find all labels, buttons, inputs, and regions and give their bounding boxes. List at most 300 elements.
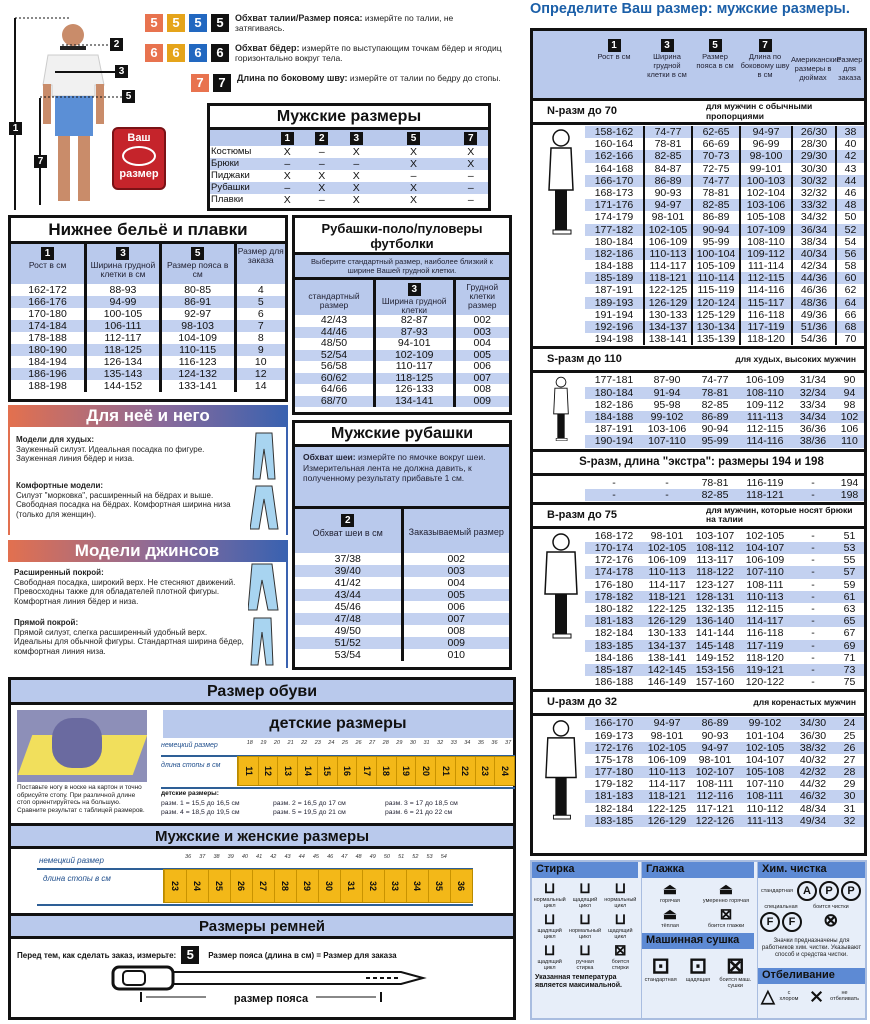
table-row xyxy=(533,260,864,272)
table-cell: 98-101 xyxy=(698,753,732,766)
col-badge: 3 xyxy=(350,132,363,145)
table-cell: 56/58 xyxy=(320,360,348,372)
jeans-icon xyxy=(248,562,280,667)
table-cell: 62-65 xyxy=(691,126,739,138)
table-cell: 70 xyxy=(835,333,864,345)
model-heading: Комфортные модели: xyxy=(16,481,104,490)
table-cell: 48 xyxy=(835,199,864,211)
foot-length-cell xyxy=(450,870,472,902)
col-header: Размер для заказа xyxy=(237,246,284,265)
panel-title: Хим. чистка xyxy=(758,862,865,878)
german-size-tick: 49 xyxy=(369,854,376,860)
figure-gap xyxy=(533,676,585,688)
note-text: измерйте по ямочке вокруг шеи. Измерительная лента не должна давить, к полученному результату прибавьте 1 см. xyxy=(303,452,486,483)
table-cell: 45/46 xyxy=(334,601,361,613)
table-cell: - xyxy=(643,489,691,501)
table-cell: 003 xyxy=(402,565,509,577)
table-row xyxy=(295,361,509,373)
table-row xyxy=(295,613,509,625)
section-rows xyxy=(533,716,864,828)
table-cell: 26/30 xyxy=(791,126,835,138)
table-cell: 42/43 xyxy=(320,314,348,326)
table-cell: 31/34 xyxy=(799,374,827,387)
table-cell: 66 xyxy=(835,309,864,321)
table-cell: 82-85 xyxy=(691,199,739,211)
table-cell: 36/34 xyxy=(791,224,835,236)
table-row xyxy=(533,199,864,211)
table-cell: 5 xyxy=(235,296,285,308)
table-row xyxy=(11,332,285,344)
table-cell: 118-121 xyxy=(739,489,791,501)
underwear-table xyxy=(8,215,288,402)
table-cell: 138-141 xyxy=(643,333,691,345)
wash-symbol xyxy=(532,943,567,971)
table-cell: 30 xyxy=(835,790,864,802)
table-cell: 30/32 xyxy=(791,175,835,187)
col-header xyxy=(739,31,791,98)
table-row xyxy=(11,284,285,296)
table-cell: 191-194 xyxy=(594,308,634,321)
table-cell: 98-101 xyxy=(650,729,684,742)
german-size-tick: 36 xyxy=(185,854,192,860)
col-badge: 2 xyxy=(315,132,328,145)
table-row xyxy=(533,272,864,284)
your-size-badge xyxy=(112,127,166,190)
german-size-tick: 37 xyxy=(199,854,206,860)
section-desc: для мужчин с обычными пропорциями xyxy=(706,101,813,121)
german-size-tick: 31 xyxy=(423,740,430,746)
table-cell: X xyxy=(318,170,326,182)
table-cell: 114-117 xyxy=(648,578,686,591)
foot-length-value: 30 xyxy=(324,880,335,892)
table-cell: 115-119 xyxy=(691,284,739,296)
table-cell: 38 xyxy=(835,126,864,138)
table-cell: 110-113 xyxy=(739,591,791,603)
table-cell: 192-196 xyxy=(585,321,643,333)
col-header xyxy=(643,31,691,98)
table-cell: 111-113 xyxy=(739,815,791,827)
table-cell: 90 xyxy=(843,374,856,387)
table-cell: 96-99 xyxy=(739,138,791,150)
table-row xyxy=(210,158,488,170)
german-size-tick: 47 xyxy=(341,854,348,860)
table-row xyxy=(11,368,285,380)
table-cell: 004 xyxy=(454,338,509,350)
table-cell: 90-94 xyxy=(691,224,739,236)
table-cell: 94-101 xyxy=(375,338,455,350)
foot-length-cell xyxy=(252,870,274,902)
table-cell: 122-125 xyxy=(647,802,687,815)
table-row xyxy=(533,664,864,676)
badge-black: 7 xyxy=(213,74,231,92)
table-row xyxy=(533,730,864,742)
figure-gap xyxy=(533,260,585,272)
foot-length-cell xyxy=(376,757,396,785)
table-cell: 86-91 xyxy=(160,296,235,308)
table-cell: 118-121 xyxy=(643,591,691,603)
foot-length-value: 17 xyxy=(361,765,372,777)
note-heading: Обхват шеи: xyxy=(303,452,356,462)
table-cell: 104-107 xyxy=(745,753,785,766)
table-cell: 40/32 xyxy=(799,753,827,766)
table-cell: 105-108 xyxy=(739,766,791,778)
badge-yellow: 5 xyxy=(167,14,185,32)
table-cell: 8 xyxy=(235,332,285,344)
man-silhouette-icon xyxy=(541,719,581,823)
table-cell: 53/54 xyxy=(334,649,361,661)
badge-black: 5 xyxy=(211,14,229,32)
foot-length-cell xyxy=(296,870,318,902)
figure-gap xyxy=(533,477,585,489)
iron-symbol xyxy=(642,882,698,904)
wash-symbol-label: нормальный цикл xyxy=(533,897,566,909)
table-cell: – xyxy=(454,182,489,194)
table-cell: 42 xyxy=(835,150,864,162)
table-cell: 33/32 xyxy=(791,199,835,211)
tape-icon xyxy=(122,146,156,166)
table-cell: X xyxy=(339,182,374,194)
table-row xyxy=(533,640,864,652)
shoe-size-section xyxy=(8,677,516,1020)
foot-length-cell xyxy=(274,870,296,902)
german-size-tick: 33 xyxy=(450,740,457,746)
badge-orange: 5 xyxy=(145,14,163,32)
foot-length-cell xyxy=(186,870,208,902)
col-header xyxy=(835,31,864,98)
belt-formula: Размер пояса (длина в см) = Размер для заказа xyxy=(208,950,397,960)
german-size-tick: 22 xyxy=(301,740,308,746)
dryclean-standard xyxy=(758,878,865,904)
table-cell: - xyxy=(791,664,835,676)
table-cell: 007 xyxy=(402,613,509,625)
table-row xyxy=(295,589,509,601)
table-cell: 100-105 xyxy=(86,308,161,320)
table-title: Рубашки-поло/пуловеры футболки xyxy=(295,218,509,255)
table-cell: 100-103 xyxy=(739,175,791,187)
col-header: Заказываемый размер xyxy=(408,527,504,537)
legend-title: Длина по боковому шву: xyxy=(237,73,348,83)
table-cell: 115-117 xyxy=(739,297,791,309)
ironing-panel xyxy=(641,862,754,1018)
table-cell: 118-125 xyxy=(86,344,161,356)
table-cell: 122-126 xyxy=(691,815,739,827)
table-row xyxy=(533,321,864,333)
table-row xyxy=(210,170,488,182)
table-row xyxy=(295,601,509,613)
table-row xyxy=(533,187,864,199)
table-cell: 99-101 xyxy=(739,163,791,175)
table-cell: 114-117 xyxy=(648,778,686,791)
wash-symbol-label: щадящий цикл xyxy=(608,928,633,940)
table-cell: 188-198 xyxy=(28,380,67,392)
german-size-tick: 24 xyxy=(328,740,335,746)
table-cell: 51 xyxy=(843,529,856,542)
table-cell: 74-77 xyxy=(701,374,729,387)
table-cell: – xyxy=(270,158,305,170)
table-cell: 177-182 xyxy=(585,224,643,236)
model-text: Прямой силуэт, слегка расширенный удобный верх. Идеальны для обычной фигуры. Стандартная ширина бёдер, комфортная линия низа. xyxy=(14,627,244,656)
table-cell: 30/30 xyxy=(791,163,835,175)
table-cell: 82-85 xyxy=(701,398,729,411)
table-cell: 184-188 xyxy=(594,260,634,273)
dry-cleaning-panel xyxy=(757,862,865,1018)
foot-length-value: 15 xyxy=(322,765,333,777)
table-cell: 42/34 xyxy=(791,260,835,272)
wash-icon: ⊔ xyxy=(579,880,591,897)
table-cell: 118-122 xyxy=(691,566,739,578)
table-cell: 181-183 xyxy=(585,790,643,802)
dryclean-f-icon: F xyxy=(760,912,780,932)
table-cell: 112-115 xyxy=(739,272,791,284)
section-header xyxy=(533,349,864,373)
table-cell: 005 xyxy=(402,589,509,601)
kids-sizes-title: детские размеры xyxy=(163,710,513,738)
section-title: N-разм до 70 xyxy=(547,105,617,117)
table-cell: – xyxy=(305,158,340,170)
table-row xyxy=(533,163,864,175)
table-cell: 110-113 xyxy=(643,566,691,578)
german-size-tick: 26 xyxy=(355,740,362,746)
table-cell: 84-87 xyxy=(643,163,691,175)
table-cell: 185-189 xyxy=(585,272,643,284)
panel-title: Стирка xyxy=(532,862,638,878)
table-cell: 126-133 xyxy=(375,384,455,396)
table-cell: 55 xyxy=(843,554,856,567)
foot-length-cell xyxy=(384,870,406,902)
german-size-tick: 23 xyxy=(314,740,321,746)
table-cell: 128-131 xyxy=(691,591,739,603)
panel-title: Глажка xyxy=(642,862,754,878)
table-cell: 106-111 xyxy=(86,320,161,332)
table-row xyxy=(533,489,864,501)
wash-symbol xyxy=(532,912,567,940)
table-cell: – xyxy=(339,158,374,170)
foot-length-cell xyxy=(406,870,428,902)
table-cell: 107-109 xyxy=(739,224,791,236)
table-cell: 105-108 xyxy=(739,211,791,223)
german-size-tick: 44 xyxy=(298,854,305,860)
table-cell: 142-145 xyxy=(643,664,691,676)
table-cell: 198 xyxy=(835,489,864,501)
table-cell: 29 xyxy=(843,778,856,791)
table-cell: 28/30 xyxy=(791,138,835,150)
german-size-tick: 37 xyxy=(505,740,512,746)
foot-length-cell xyxy=(475,757,495,785)
table-cell: 103-106 xyxy=(647,423,687,436)
table-cell: – xyxy=(467,194,474,206)
section-title: U-разм до 32 xyxy=(547,696,617,709)
table-cell: 50 xyxy=(835,211,864,223)
table-cell: 90-93 xyxy=(643,187,691,199)
foot-length-cell xyxy=(396,757,416,785)
table-cell: 187-191 xyxy=(594,423,634,436)
kids-size-note: разм. 3 = 17 до 18,5 см xyxy=(385,800,458,807)
col-badge: 7 xyxy=(759,39,772,52)
table-row xyxy=(210,182,488,194)
col-badge: 3 xyxy=(116,247,129,260)
table-cell: 126-129 xyxy=(643,815,691,827)
table-cell: 101-104 xyxy=(745,729,785,742)
table-cell: 003 xyxy=(454,327,509,339)
table-cell: 102-105 xyxy=(745,529,785,542)
foot-length-cell xyxy=(340,870,362,902)
table-cell: X xyxy=(409,194,417,206)
german-size-tick: 40 xyxy=(241,854,248,860)
table-row xyxy=(533,175,864,187)
badge-blue: 6 xyxy=(189,44,207,62)
table-cell: 67 xyxy=(843,627,856,640)
wash-icon: ⊔ xyxy=(543,942,556,959)
foot-length-value: 16 xyxy=(341,765,352,777)
table-cell: 122-125 xyxy=(647,603,687,615)
table-row xyxy=(533,150,864,162)
section-header xyxy=(533,692,864,716)
foot-length-value: 11 xyxy=(243,766,254,776)
table-cell: 94-97 xyxy=(691,742,739,754)
table-cell: 69 xyxy=(835,640,864,652)
bleach-label: с хлором xyxy=(779,990,799,1002)
table-cell: 182-186 xyxy=(585,248,643,260)
german-size-tick: 19 xyxy=(260,740,267,746)
table-cell: 31 xyxy=(843,802,856,815)
table-cell: 110-117 xyxy=(375,361,455,373)
table-cell: 177-181 xyxy=(594,374,634,387)
table-cell: - xyxy=(811,578,815,591)
table-row xyxy=(533,742,864,754)
table-cell: 184-194 xyxy=(28,356,67,368)
table-cell: X xyxy=(409,146,417,158)
dryclean-p-gentle-icon: P xyxy=(841,881,861,901)
table-cell: 82-87 xyxy=(375,315,455,327)
table-cell: 49/50 xyxy=(334,625,361,637)
table-cell: 174-179 xyxy=(594,211,634,224)
table-cell: 186-188 xyxy=(594,676,634,689)
table-cell: 24 xyxy=(835,717,864,729)
table-cell: 184-188 xyxy=(585,411,643,423)
table-cell: 108-111 xyxy=(739,790,791,802)
iron-icon: ⏏ xyxy=(662,881,678,898)
dry-symbol xyxy=(642,955,679,989)
foot-length-value: 32 xyxy=(368,880,379,892)
table-cell: 48/36 xyxy=(791,297,835,309)
chart-header xyxy=(533,31,864,101)
table-cell: 46/32 xyxy=(791,790,835,802)
table-cell: 135-143 xyxy=(86,368,161,380)
table-cell: 82-85 xyxy=(643,150,691,162)
german-size-tick: 43 xyxy=(284,854,291,860)
table-cell: 61 xyxy=(835,591,864,603)
table-cell: 94-97 xyxy=(643,199,691,211)
table-cell: - xyxy=(811,603,815,615)
table-cell: 009 xyxy=(454,396,509,408)
kids-size-note: разм. 6 = 21 до 22 см xyxy=(385,809,453,816)
table-cell: 162-166 xyxy=(585,150,643,162)
section-title: S-разм до 110 xyxy=(547,353,622,366)
german-size-tick: 54 xyxy=(440,854,447,860)
table-cell: – xyxy=(410,170,417,182)
table-cell: 51/36 xyxy=(791,321,835,333)
table-cell: Плавки xyxy=(211,194,244,205)
legend-text: измерйте по талии, не затягиваясь. xyxy=(235,13,454,33)
table-cell: 98-101 xyxy=(650,529,684,542)
table-cell: 153-156 xyxy=(691,664,739,676)
no-dryclean-icon: ⊗ xyxy=(823,910,839,930)
table-cell: 118-120 xyxy=(739,333,791,345)
section-rows xyxy=(533,125,864,349)
col-badge: 3 xyxy=(408,283,421,296)
table-cell: 108-110 xyxy=(739,387,791,399)
table-cell: 104-107 xyxy=(739,542,791,554)
table-note xyxy=(295,447,509,509)
table-row xyxy=(295,649,509,661)
section-header xyxy=(533,101,864,125)
table-cell: X xyxy=(374,158,454,170)
your-size-line2: размер xyxy=(119,168,159,180)
table-cell: 58 xyxy=(835,260,864,272)
dryclean-a-icon: A xyxy=(797,881,817,901)
table-row xyxy=(533,717,864,729)
table-row xyxy=(533,333,864,345)
table-cell: 174-184 xyxy=(11,320,86,332)
table-cell: 95-99 xyxy=(691,236,739,248)
table-cell: 117-119 xyxy=(739,640,791,652)
table-cell: 49/34 xyxy=(791,815,835,827)
foot-length-cell xyxy=(356,757,376,785)
table-cell: 006 xyxy=(402,601,509,613)
table-row xyxy=(533,542,864,554)
foot-length-value: 21 xyxy=(440,765,451,777)
table-cell: 43/44 xyxy=(295,589,402,601)
foot-length-value: 22 xyxy=(460,765,471,777)
table-cell: - xyxy=(791,566,835,578)
table-cell: 66-69 xyxy=(691,138,739,150)
table-cell: 72-75 xyxy=(691,163,739,175)
table-cell: 120-124 xyxy=(691,297,739,309)
col-badge: 1 xyxy=(608,39,621,52)
table-cell: 114-116 xyxy=(739,435,791,447)
belt-size-label: размер пояса xyxy=(233,993,309,1005)
foot-length-value: 36 xyxy=(456,880,467,892)
section-rows xyxy=(533,476,864,505)
table-cell: 112-117 xyxy=(86,332,161,344)
table-cell: 98-100 xyxy=(739,150,791,162)
iron-symbol-label: горячая xyxy=(660,898,680,904)
table-cell: 6 xyxy=(235,308,285,320)
iron-symbol xyxy=(698,907,754,929)
table-cell: 175-178 xyxy=(594,753,634,766)
foot-length-value: 20 xyxy=(420,765,431,777)
table-cell: 116-119 xyxy=(746,476,784,489)
table-cell: X xyxy=(283,194,291,206)
table-cell: 9 xyxy=(235,344,285,356)
german-size-tick: 45 xyxy=(312,854,319,860)
table-cell: 98-101 xyxy=(643,211,691,223)
panel-title: Для неё и него xyxy=(10,405,286,427)
col-badge: 1 xyxy=(281,132,294,145)
iron-symbol xyxy=(698,882,754,904)
wash-icon: ⊔ xyxy=(579,911,591,928)
table-cell: 119-121 xyxy=(739,664,791,676)
care-symbols xyxy=(530,860,867,1020)
table-row xyxy=(11,320,285,332)
table-cell: 170-180 xyxy=(28,308,67,320)
jeans-models-panel xyxy=(8,540,288,668)
model-heading: Расширенный покрой: xyxy=(14,568,104,577)
table-cell: 64 xyxy=(835,297,864,309)
table-cell: 116-118 xyxy=(739,309,791,321)
section-desc: для коренастых мужчин xyxy=(753,697,856,708)
col-badge: 3 xyxy=(661,39,674,52)
